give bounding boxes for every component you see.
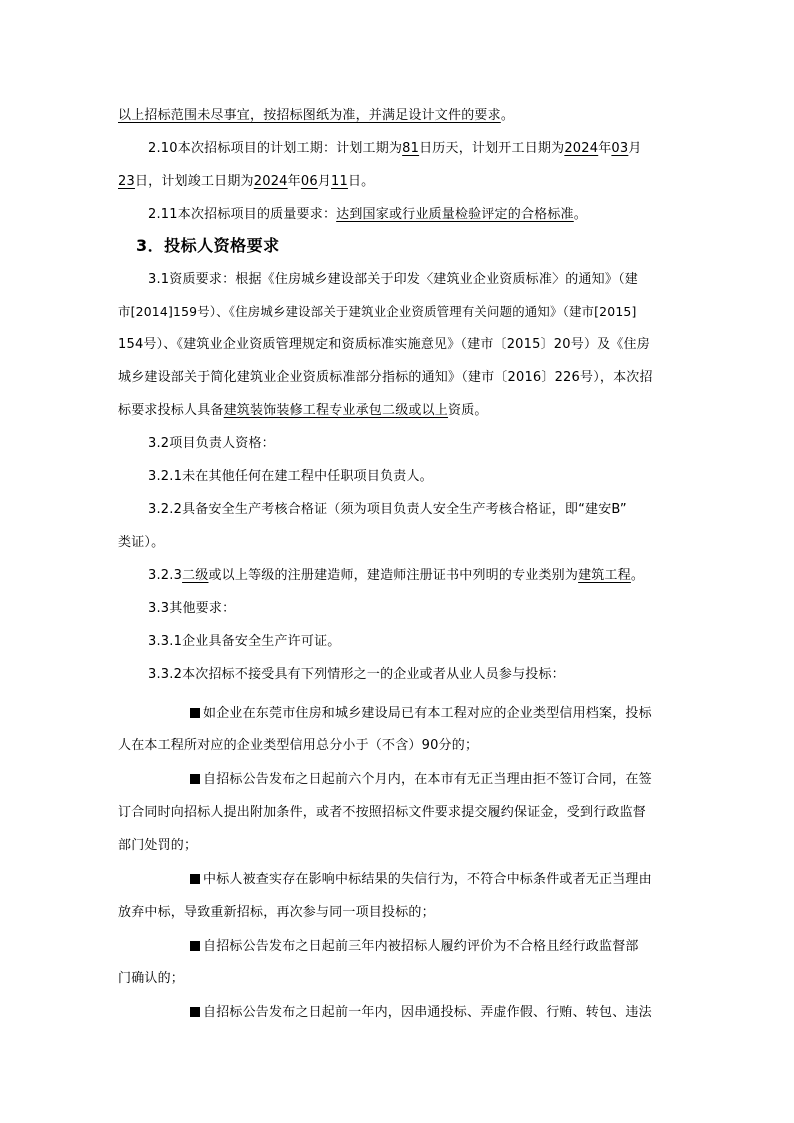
- paragraph-line: 23日，计划竣工日期为2024年06月11日。: [118, 174, 375, 189]
- section-heading: 3．投标人资格要求: [136, 236, 280, 255]
- bullet-line: 中标人被查实存在影响中标结果的失信行为，不符合中标条件或者无正当理由: [190, 870, 750, 890]
- paragraph-line: 2.10本次招标项目的计划工期：计划工期为81日历天，计划开工日期为2024年03月: [148, 141, 642, 156]
- paragraph-line: 门确认的；: [118, 971, 185, 986]
- paragraph-line: 3.2.1未在其他任何在建工程中任职项目负责人。: [148, 469, 433, 484]
- paragraph-line: 市[2014]159号）、《住房城乡建设部关于建筑业企业资质管理有关问题的通知》（建市[2015]: [118, 304, 637, 319]
- paragraph-line: 3.3.1企业具备安全生产许可证。: [148, 634, 341, 649]
- paragraph-line: 类证）。: [118, 535, 165, 550]
- underlined-text: 以上招标范围未尽事宜，按招标图纸为准，并满足设计文件的要求: [118, 108, 501, 123]
- bullet-line: 自招标公告发布之日起前一年内，因串通投标、弄虚作假、行贿、转包、违法: [190, 1003, 750, 1023]
- paragraph-line: 城乡建设部关于简化建筑业企业资质标准部分指标的通知》（建市〔2016〕226号），本次招: [118, 370, 653, 385]
- paragraph-line: 3.1资质要求：根据《住房城乡建设部关于印发〈建筑业企业资质标准〉的通知》（建: [148, 272, 638, 287]
- black-square-bullet-icon: [190, 708, 200, 718]
- bullet-line: 自招标公告发布之日起前三年内被招标人履约评价为不合格且经行政监督部: [190, 937, 750, 957]
- black-square-bullet-icon: [190, 1007, 200, 1017]
- paragraph-line: 3.2项目负责人资格：: [148, 436, 275, 451]
- paragraph-line: 3.3.2本次招标不接受具有下列情形之一的企业或者从业人员参与投标：: [148, 667, 565, 682]
- bullet-line: 自招标公告发布之日起前六个月内，在本市有无正当理由拒不签订合同，在签: [190, 770, 750, 790]
- paragraph-line: 标要求投标人具备建筑装饰装修工程专业承包二级或以上资质。: [118, 403, 488, 418]
- paragraph-line: 3.2.2具备安全生产考核合格证（须为项目负责人安全生产考核合格证，即“建安B”: [148, 502, 627, 517]
- paragraph-line: 以上招标范围未尽事宜，按招标图纸为准，并满足设计文件的要求。: [118, 108, 515, 123]
- paragraph-line: 3.3其他要求：: [148, 601, 236, 616]
- paragraph-line: 放弃中标，导致重新招标，再次参与同一项目投标的；: [118, 905, 435, 920]
- black-square-bullet-icon: [190, 774, 200, 784]
- paragraph-line: 订合同时向招标人提出附加条件，或者不按照招标文件要求提交履约保证金，受到行政监督: [118, 805, 647, 820]
- paragraph-line: 2.11本次招标项目的质量要求：达到国家或行业质量检验评定的合格标准。: [148, 207, 587, 222]
- paragraph-line: 人在本工程所对应的企业类型信用总分小于（不含）90分的；: [118, 738, 479, 753]
- paragraph-line: 154号）、《建筑业企业资质管理规定和资质标准实施意见》（建市〔2015〕20号）及《住房: [118, 337, 650, 352]
- paragraph-line: 3.2.3二级或以上等级的注册建造师，建造师注册证书中列明的专业类别为建筑工程。: [148, 568, 645, 583]
- bullet-line: 如企业在东莞市住房和城乡建设局已有本工程对应的企业类型信用档案，投标: [190, 704, 750, 724]
- paragraph-line: 部门处罚的；: [118, 838, 198, 853]
- black-square-bullet-icon: [190, 941, 200, 951]
- black-square-bullet-icon: [190, 874, 200, 884]
